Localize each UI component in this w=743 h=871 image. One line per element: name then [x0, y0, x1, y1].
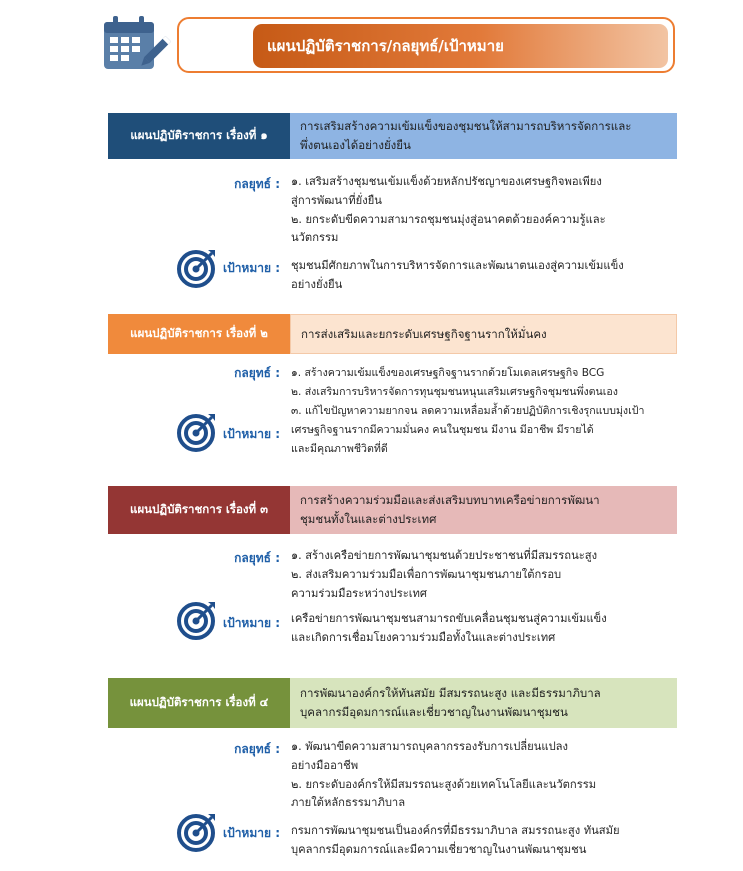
- goal-line: เครือข่ายการพัฒนาชุมชนสามารถขับเคลื่อนชุมชนสู่ความเข้มแข็ง: [291, 612, 607, 625]
- strategy-line: ๑. พัฒนาขีดความสามารถบุคลากรรองรับการเปลี่ยนแปลง: [291, 740, 568, 753]
- goal-line: เศรษฐกิจฐานรากมีความมั่นคง คนในชุมชน มีงาน มีอาชีพ มีรายได้: [291, 424, 594, 436]
- strategy-text: [291, 547, 691, 603]
- plan-title-line: ชุมชนทั้งในและต่างประเทศ: [300, 512, 437, 526]
- plan-title: [290, 314, 677, 354]
- strategy-line: ๒. ยกระดับองค์กรให้มีสมรรถนะสูงด้วยเทคโนโลยีและนวัตกรรม: [291, 777, 597, 791]
- strategy-label: กลยุทธ์ :: [234, 177, 280, 191]
- plan-title-line: การเสริมสร้างความเข้มแข็งของชุมชนให้สามารถบริหารจัดการและ: [300, 119, 632, 133]
- goal-line: ชุมชนมีศักยภาพในการบริหารจัดการและพัฒนาตนเองสู่ความเข้มแข็ง: [291, 259, 624, 272]
- goal-text: [291, 257, 691, 295]
- goal-text: [291, 421, 691, 459]
- goal-label: เป้าหมาย :: [222, 826, 280, 840]
- goal-line: และเกิดการเชื่อมโยงความร่วมมือทั้งในและต่างประเทศ: [291, 630, 556, 644]
- strategy-line: นวัตกรรม: [291, 231, 339, 245]
- plan-label: แผนปฏิบัติราชการ เรื่องที่ ๒: [108, 314, 290, 354]
- strategy-label: กลยุทธ์ :: [234, 551, 280, 565]
- strategy-line: ๑. เสริมสร้างชุมชนเข้มแข็งด้วยหลักปรัชญาของเศรษฐกิจพอเพียง: [291, 175, 602, 188]
- plan-title: [290, 113, 677, 159]
- plan-title-line: บุคลากรมีอุดมการณ์และเชี่ยวชาญในงานพัฒนาชุมชน: [300, 705, 568, 719]
- strategy-text: [291, 364, 691, 421]
- goal-line: กรมการพัฒนาชุมชนเป็นองค์กรที่มีธรรมาภิบาล สมรรถนะสูง ทันสมัย: [291, 824, 620, 837]
- goal-line: บุคลากรมีอุดมการณ์และมีความเชี่ยวชาญในงานพัฒนาชุมชน: [291, 842, 587, 856]
- goal-line: และมีคุณภาพชีวิตที่ดี: [291, 443, 388, 455]
- strategy-label: กลยุทธ์ :: [234, 742, 280, 756]
- plan-label: แผนปฏิบัติราชการ เรื่องที่ ๔: [108, 678, 290, 728]
- goal-label: เป้าหมาย :: [222, 427, 280, 441]
- goal-text: [291, 610, 691, 648]
- plan-title-line: พึ่งตนเองได้อย่างยั่งยืน: [300, 138, 411, 152]
- goal-text: [291, 822, 691, 860]
- strategy-line: ความร่วมมือระหว่างประเทศ: [291, 586, 428, 600]
- strategy-line: ๓. แก้ไขปัญหาความยากจน ลดความเหลื่อมล้ำด้วยปฏิบัติการเชิงรุกแบบมุ่งเป้า: [291, 405, 645, 417]
- strategy-label: กลยุทธ์ :: [234, 366, 280, 380]
- strategy-line: ภายใต้หลักธรรมาภิบาล: [291, 796, 406, 810]
- strategy-text: [291, 738, 691, 813]
- calendar-edit-icon: [101, 14, 177, 74]
- strategy-line: ๑. สร้างเครือข่ายการพัฒนาชุมชนด้วยประชาชนที่มีสมรรถนะสูง: [291, 549, 598, 562]
- page-title: แผนปฏิบัติราชการ/กลยุทธ์/เป้าหมาย: [253, 24, 668, 68]
- plan-label: แผนปฏิบัติราชการ เรื่องที่ ๑: [108, 113, 290, 159]
- strategy-line: ๒. ยกระดับขีดความสามารถชุมชนมุ่งสู่อนาคตด้วยองค์ความรู้และ: [291, 212, 606, 226]
- strategy-line: ๒. ส่งเสริมความร่วมมือเพื่อการพัฒนาชุมชนภายใต้กรอบ: [291, 567, 562, 581]
- goal-label: เป้าหมาย :: [222, 261, 280, 275]
- strategy-text: [291, 173, 691, 248]
- plan-title-line: การส่งเสริมและยกระดับเศรษฐกิจฐานรากให้มั่นคง: [301, 326, 547, 341]
- plan-title: [290, 486, 677, 534]
- goal-label: เป้าหมาย :: [222, 616, 280, 630]
- strategy-line: สู่การพัฒนาที่ยั่งยืน: [291, 193, 382, 207]
- strategy-line: ๒. ส่งเสริมการบริหารจัดการทุนชุมชนหนุนเสริมเศรษฐกิจชุมชนพึ่งตนเอง: [291, 386, 618, 398]
- goal-line: อย่างยั่งยืน: [291, 277, 343, 291]
- plan-title: [290, 678, 677, 728]
- plan-label: แผนปฏิบัติราชการ เรื่องที่ ๓: [108, 486, 290, 534]
- plan-title-line: การสร้างความร่วมมือและส่งเสริมบทบาทเครือข่ายการพัฒนา: [300, 493, 600, 507]
- strategy-line: อย่างมืออาชีพ: [291, 758, 359, 772]
- strategy-line: ๑. สร้างความเข้มแข็งของเศรษฐกิจฐานรากด้วยโมเดลเศรษฐกิจ BCG: [291, 367, 605, 379]
- plan-title-line: การพัฒนาองค์กรให้ทันสมัย มีสมรรถนะสูง และมีธรรมาภิบาล: [300, 686, 601, 700]
